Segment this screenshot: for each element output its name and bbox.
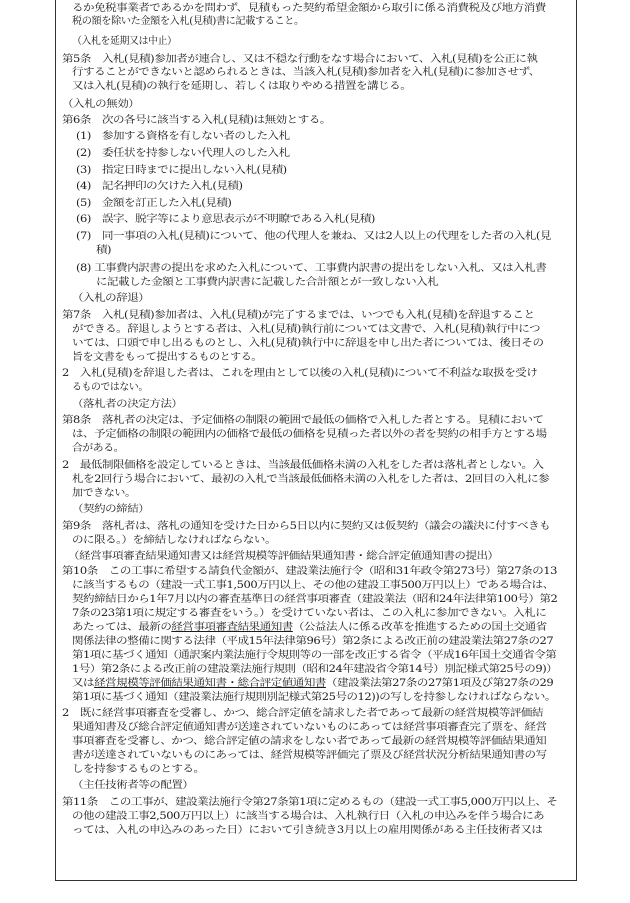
text-line: 果通知書及び総合評定値通知書が送達されていないものにあっては経営事項審査完了票を、経営 — [72, 722, 547, 733]
list-item: (1) 参加する資格を有しない者のした入札 — [76, 131, 290, 142]
section-heading: （入札の無効） — [62, 99, 140, 110]
list-item: (4) 記名押印の欠けた入札(見積) — [76, 181, 243, 192]
text-line: 第1項に基づく通知（通訳案内業法施行令規則等の一部を改正する省令（平成16年国土交通省令第 — [72, 650, 557, 661]
paragraph-2: 2 既に経営事項審査を受審し、かつ、総合評定値を請求した者であって最新の経営規模等評価結 — [62, 708, 544, 719]
text-line: 旨を文書をもって提出するものとする。 — [72, 352, 262, 363]
section-heading: （契約の締結） — [72, 504, 150, 515]
text-line: 関係法律の整備に関する法律（平成15年法律第96号）第2条による改正前の建設業法第27条の27 — [72, 636, 554, 647]
section-heading: （主任技術者等の配置） — [72, 780, 194, 791]
text-line: 税の額を除いた金額を入札(見積)書に記載すること。 — [72, 16, 304, 27]
section-heading: （入札の辞退） — [72, 293, 150, 304]
text-segment: （建設業法第27条の27第1項及び第27条の29 — [325, 678, 554, 689]
paragraph-2: 2 最低制限価格を設定しているときは、当該最低価格未満の入札をした者は落札者としない。入 — [62, 460, 544, 471]
text-line: しを持参するものとする。 — [72, 764, 205, 775]
text-line: に記載した金額と工事費内訳書に記載した合計額とが一致しない入札 — [96, 277, 439, 288]
text-line: 加できない。 — [72, 488, 136, 499]
article-6: 第6条 次の各号に該当する入札(見積)は無効とする。 — [62, 115, 331, 126]
text-segment: （公益法人に係る改革を推進するための国土交通省 — [292, 622, 547, 633]
text-line: に該当するもの（建設一式工事1,500万円以上、その他の建設工事500万円以上）である場合は、 — [72, 580, 554, 591]
text-line: 契約締結日から1年7月以内の審査基準日の経営事項審査（建設業法（昭和24年法律第100号）第2 — [72, 594, 558, 605]
text-line: いては、口頭で申し出るものとし、入札(見積)執行中に辞退を申し出た者については、後日その — [72, 338, 544, 349]
result-notice-underlined: 経営事項審査結果通知書 — [171, 622, 293, 633]
text-line — [72, 621, 547, 634]
article-5: 第5条 入札(見積)参加者が連合し、又は不穏な行動をなす場合において、入札(見積)を公正に執 — [62, 54, 538, 65]
text-line: 札を2回行う場合において、最初の入札で当該最低価格未満の入札をした者は、2回目の入札に参 — [72, 474, 550, 485]
text-line: 行することができないと認められるときは、当該入札(見積)参加者を入札(見積)に参加させず、 — [72, 67, 540, 78]
section-heading: （入札を延期又は中止） — [72, 36, 177, 47]
scale-notice-underlined: 経営規模等評価結果通知書・総合評定値通知書 — [94, 678, 326, 689]
article-8: 第8条 落札者の決定は、予定価格の制限の範囲で最低の価格で入札した者とする。見積において — [62, 415, 544, 426]
text-line — [72, 677, 553, 690]
text-line: 積) — [96, 245, 112, 256]
text-line: は、予定価格の制限の範囲内の価格で最低の価格を見積った者以外の者を契約の相手方とする場 — [72, 429, 547, 440]
text-line: の他の建設工事2,500万円以上）に該当する場合は、入札執行日（入札の申込みを伴う場合にあ — [72, 811, 545, 822]
text-line: 事項審査を受審し、かつ、総合評定値の請求をしない者であって最新の経営規模等評価結果通知 — [72, 736, 547, 747]
section-heading: （落札者の決定方法） — [72, 399, 183, 410]
list-item: (3) 指定日時までに提出しない入札(見積) — [76, 165, 287, 176]
list-item: (7) 同一事項の入札(見積)について、他の代理人を兼ね、又は2人以上の代理をした者の入札(見 — [76, 231, 551, 242]
paragraph-2: 2 入札(見積)を辞退した者は、これを理由として以後の入札(見積)について不利益な取扱を受け — [62, 368, 538, 379]
list-item: (5) 金額を訂正した入札(見積) — [76, 198, 232, 209]
text-line: 第1項に基づく通知（建設業法施行規則別記様式第25号の12))の写しを持参しなければならない。 — [72, 692, 556, 703]
text-line: るか免税事業者であるかを問わず、見積もった契約希望金額から取引に係る消費税及び地方消費 — [72, 3, 546, 14]
text-segment: あたっては、最新の — [72, 622, 172, 633]
list-item: (8) 工事費内訳書の提出を求めた入札について、工事費内訳書の提出をしない入札、又は入札書 — [76, 263, 547, 274]
text-segment: 又は — [72, 678, 95, 689]
section-heading: （経営事項審査結果通知書又は経営規模等評価結果通知書・総合評定値通知書の提出） — [68, 551, 499, 562]
text-line: のに限る。）を締結しなければならない。 — [72, 535, 277, 546]
text-line: 1号）第2条による改正前の建設業法施行規則（昭和24年建設省令第14号）別記様式第25号の9)） — [72, 664, 558, 675]
text-line: るものではない。 — [72, 382, 148, 393]
list-item: (6) 誤字、脱字等により意思表示が不明瞭である入札(見積) — [76, 214, 375, 225]
text-line: 7条の23第1項に規定する審査をいう。）を受けていない者は、この入札に参加できない。入札に — [72, 608, 547, 619]
text-line: ができる。辞退しようとする者は、入札(見積)執行前については文書で、入札(見積)執行中につ — [72, 324, 541, 335]
text-line: っては、入札の申込みのあった日）において引き続き3月以上の雇用関係がある主任技術者又は — [72, 825, 543, 836]
text-line: 合がある。 — [72, 443, 124, 454]
article-10: 第10条 この工事に希望する請負代金額が、建設業法施行令（昭和31年政令第273号）第27条の13 — [62, 566, 557, 577]
article-7: 第7条 入札(見積)参加者は、入札(見積)が完了するまでは、いつでも入札(見積)を辞退すること — [62, 310, 535, 321]
list-item: (2) 委任状を持参しない代理人のした入札 — [76, 148, 290, 159]
text-line: 書が送達されていないものにあっては、経営規模等評価完了票及び経営状況分析結果通知書の写 — [72, 750, 547, 761]
text-line: 又は入札(見積)の執行を延期し、若しくは取りやめる措置を講じる。 — [72, 81, 412, 92]
article-11: 第11条 この工事が、建設業法施行令第27条第1項に定めるもの（建設一式工事5,000万円以上、そ — [62, 797, 558, 808]
article-9: 第9条 落札者は、落札の通知を受けた日から5日以内に契約又は仮契約（議会の議決に付すべきも — [62, 521, 551, 532]
